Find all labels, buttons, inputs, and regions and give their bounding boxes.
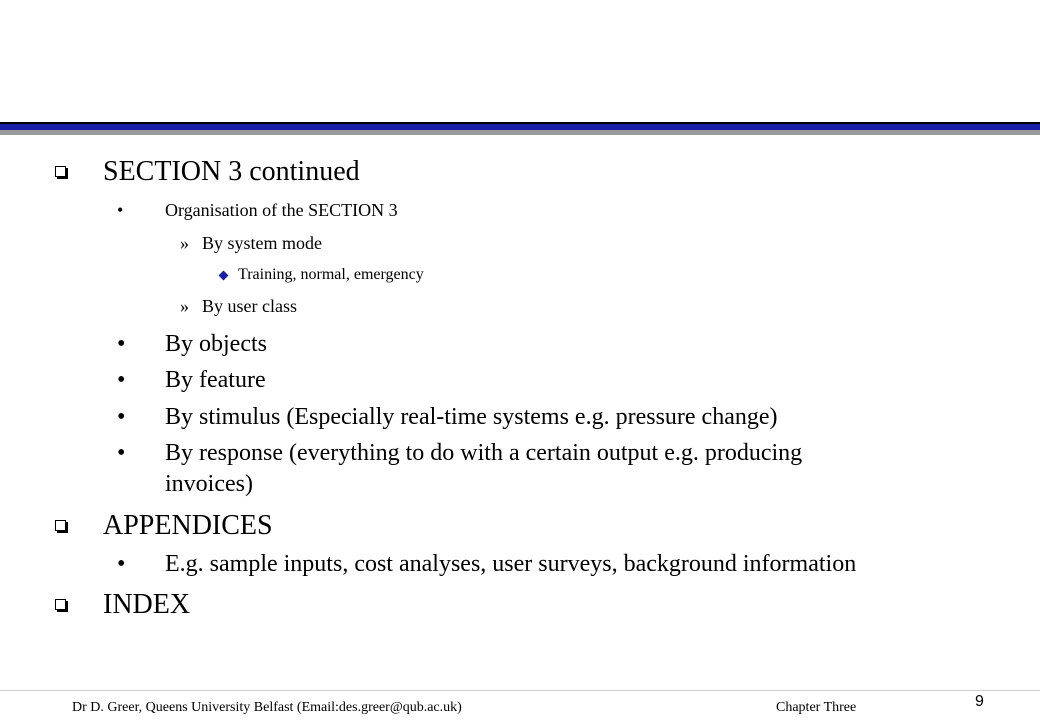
round-bullet-icon: • (117, 440, 126, 466)
bullet-text: By feature (165, 367, 266, 393)
bullet-text: Training, normal, emergency (238, 266, 424, 283)
double-chevron-bullet-icon: » (180, 296, 189, 316)
square-bullet-icon (55, 520, 66, 531)
square-bullet-icon (55, 166, 66, 177)
bullet-text: By response (everything to do with a certain output e.g. producing (165, 440, 803, 466)
footer-divider (0, 690, 1040, 691)
bullet-text: APPENDICES (103, 510, 273, 541)
double-chevron-bullet-icon: » (180, 233, 189, 253)
round-bullet-icon: • (117, 367, 126, 393)
bullet-text: By system mode (202, 233, 322, 253)
diamond-bullet-icon (219, 271, 229, 281)
bullet-text-continuation: invoices) (165, 471, 253, 497)
bullet-text: Organisation of the SECTION 3 (165, 200, 398, 220)
bullet-text: By user class (202, 296, 297, 316)
footer-author: Dr D. Greer, Queens University Belfast (Email:des.greer@qub.ac.uk) (72, 700, 462, 715)
footer-chapter: Chapter Three (776, 700, 857, 715)
bullet-text: INDEX (103, 589, 191, 620)
round-bullet-icon: • (117, 404, 126, 430)
round-bullet-icon: • (117, 331, 126, 357)
bullet-text: By stimulus (Especially real-time systems e.g. pressure change) (165, 404, 778, 430)
square-bullet-icon (55, 599, 66, 610)
round-bullet-icon: • (117, 200, 124, 220)
round-bullet-icon: • (117, 551, 126, 577)
bullet-text: By objects (165, 331, 267, 357)
bullet-text: E.g. sample inputs, cost analyses, user surveys, background information (165, 551, 857, 577)
page-number: 9 (975, 693, 984, 710)
header-bar-shadow (0, 130, 1040, 135)
bullet-text: SECTION 3 continued (103, 156, 360, 187)
